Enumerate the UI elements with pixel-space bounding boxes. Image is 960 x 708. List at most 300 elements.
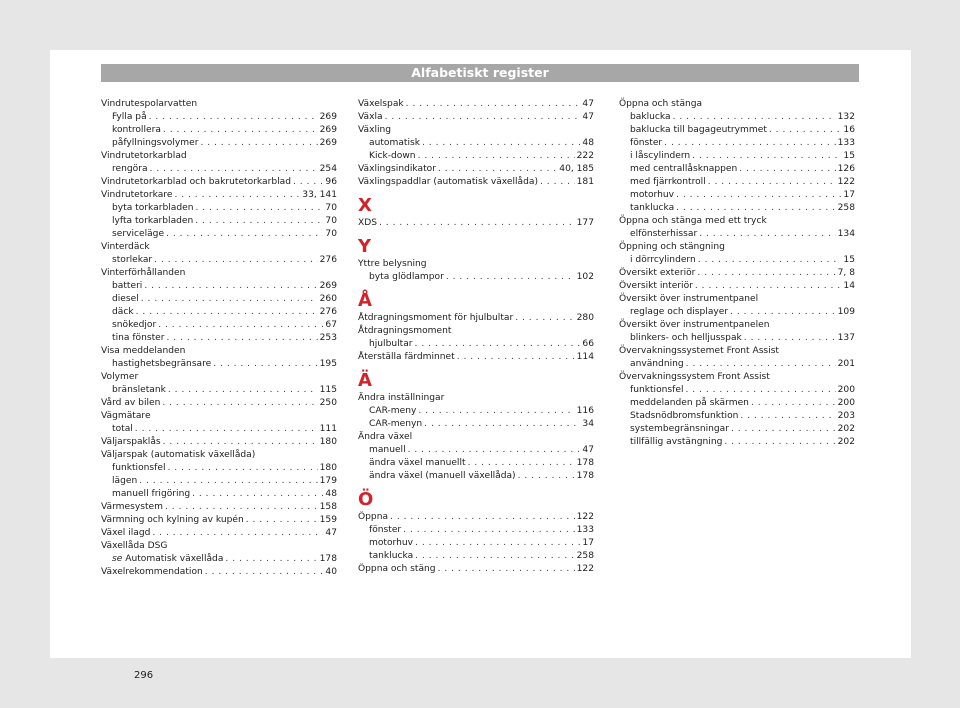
- index-entry-label: Öppna och stäng: [358, 564, 436, 574]
- page-reference: 276: [319, 307, 337, 317]
- see-target: Automatisk växellåda: [125, 554, 224, 564]
- page-reference: 133: [576, 525, 594, 535]
- index-heading: Väljarspak (automatisk växellåda): [101, 450, 256, 460]
- index-entry-label: Översikt interiör: [619, 281, 693, 291]
- index-heading: Åtdragningsmoment: [358, 326, 452, 336]
- index-entry: [619, 397, 855, 410]
- dot-leader: [446, 271, 575, 284]
- page-reference: 48: [325, 489, 337, 499]
- page-reference: 111: [319, 424, 337, 434]
- page-reference: 67: [325, 320, 337, 330]
- dot-leader: [205, 566, 324, 579]
- index-heading: Vinterförhållanden: [101, 268, 186, 278]
- index-entry-label: manuell: [369, 445, 406, 455]
- page-reference: 280: [576, 313, 594, 323]
- index-entry-label: tillfällig avstängning: [630, 437, 723, 447]
- page-reference: 158: [319, 502, 337, 512]
- index-entry: [101, 215, 337, 228]
- page-reference: 47: [582, 99, 594, 109]
- index-entry-label: Värmning och kylning av kupén: [101, 515, 244, 525]
- dot-leader: [163, 124, 318, 137]
- page-reference: 96: [325, 177, 337, 187]
- index-entry: [619, 176, 855, 189]
- index-entry: [101, 423, 337, 436]
- index-entry: [358, 563, 594, 576]
- page-reference: 202: [837, 424, 855, 434]
- index-entry-label: rengöra: [112, 164, 148, 174]
- index-entry-label: snökedjor: [112, 320, 157, 330]
- index-entry-label: elfönsterhissar: [630, 229, 698, 239]
- index-entry-label: Öppna: [358, 512, 389, 522]
- index-heading: Öppna och stänga med ett tryck: [619, 216, 767, 226]
- page-reference: 260: [319, 294, 337, 304]
- index-entry-label: med centrallåsknappen: [630, 164, 738, 174]
- dot-leader: [149, 111, 318, 124]
- dot-leader: [136, 306, 318, 319]
- page-reference: 15: [843, 255, 855, 265]
- index-entry: [358, 511, 594, 524]
- dot-leader: [708, 176, 836, 189]
- index-entry: [101, 176, 337, 189]
- index-entry: [101, 566, 337, 579]
- index-heading: Volymer: [101, 372, 139, 382]
- page-reference: 269: [319, 125, 337, 135]
- dot-leader: [144, 280, 317, 293]
- dot-leader: [699, 228, 835, 241]
- index-entry-label: Väljarspaklås: [101, 437, 161, 447]
- dot-leader: [695, 280, 842, 293]
- page-reference: 102: [576, 272, 594, 282]
- index-entry-label: fönster: [630, 138, 663, 148]
- index-entry: [101, 332, 337, 345]
- index-entry: [101, 111, 337, 124]
- index-entry-label: Vård av bilen: [101, 398, 161, 408]
- index-entry-label: Växelspak: [358, 99, 404, 109]
- dot-leader: [518, 470, 575, 483]
- index-heading: Yttre belysning: [358, 259, 427, 269]
- page-reference: 201: [837, 359, 855, 369]
- index-entry-label: Växelrekommendation: [101, 567, 203, 577]
- index-entry: [358, 312, 594, 325]
- index-entry: [358, 418, 594, 431]
- page-reference: 109: [837, 307, 855, 317]
- index-entry: [358, 405, 594, 418]
- dot-leader: [192, 488, 323, 501]
- dot-leader: [403, 524, 574, 537]
- index-entry-label: lyfta torkarbladen: [112, 216, 194, 226]
- dot-leader: [415, 338, 581, 351]
- index-entry: [619, 137, 855, 150]
- index-heading: Övervakningssystem Front Assist: [619, 372, 770, 382]
- dot-leader: [740, 410, 835, 423]
- index-entry-label: diesel: [112, 294, 139, 304]
- index-entry-label: med fjärrkontroll: [630, 177, 706, 187]
- page-reference: 116: [576, 406, 594, 416]
- index-entry: [101, 280, 337, 293]
- index-entry: [358, 470, 594, 483]
- index-column-2: [358, 98, 594, 576]
- index-entry-label: hjulbultar: [369, 339, 413, 349]
- index-entry: [358, 537, 594, 550]
- page-reference: 250: [319, 398, 337, 408]
- index-entry: [358, 271, 594, 284]
- dot-leader: [293, 176, 323, 189]
- index-entry: [101, 163, 337, 176]
- index-entry-label: däck: [112, 307, 134, 317]
- index-entry-label: Kick-down: [369, 151, 416, 161]
- dot-leader: [664, 137, 835, 150]
- dot-leader: [415, 537, 580, 550]
- index-entry-label: CAR-menyn: [369, 419, 423, 429]
- index-entry: [101, 254, 337, 267]
- index-entry: [101, 475, 337, 488]
- index-entry: [619, 254, 855, 267]
- dot-leader: [135, 423, 318, 436]
- index-entry-label: fönster: [369, 525, 402, 535]
- index-heading: Översikt över instrumentpanelen: [619, 320, 770, 330]
- dot-leader: [698, 254, 842, 267]
- dot-leader: [686, 358, 836, 371]
- page-reference: 177: [576, 218, 594, 228]
- dot-leader: [166, 228, 323, 241]
- page-reference: 181: [576, 177, 594, 187]
- index-entry: [358, 457, 594, 470]
- index-letter-heading: Ö: [358, 489, 374, 510]
- index-entry-label: storlekar: [112, 255, 153, 265]
- dot-leader: [424, 418, 580, 431]
- index-entry-label: påfyllningsvolymer: [112, 138, 199, 148]
- index-entry-label: blinkers- och helljusspak: [630, 333, 742, 343]
- index-entry-label: kontrollera: [112, 125, 161, 135]
- page-reference: 126: [837, 164, 855, 174]
- dot-leader: [154, 254, 317, 267]
- page-reference: 17: [582, 538, 594, 548]
- index-entry-label: manuell frigöring: [112, 489, 191, 499]
- index-entry: [101, 137, 337, 150]
- index-entry: [101, 189, 337, 202]
- index-entry: [101, 358, 337, 371]
- index-entry-label: byta torkarbladen: [112, 203, 194, 213]
- dot-leader: [769, 124, 842, 137]
- index-entry: [101, 501, 337, 514]
- dot-leader: [158, 319, 323, 332]
- index-entry-label: reglage och displayer: [630, 307, 729, 317]
- dot-leader: [167, 332, 318, 345]
- page-reference: 269: [319, 138, 337, 148]
- page-reference: 269: [319, 112, 337, 122]
- index-entry-label: motorhuv: [369, 538, 414, 548]
- dot-leader: [457, 351, 575, 364]
- dot-leader: [697, 267, 835, 280]
- index-entry-label: i dörrcylindern: [630, 255, 696, 265]
- index-entry: [101, 228, 337, 241]
- index-entry: [619, 410, 855, 423]
- page-reference: 70: [325, 216, 337, 226]
- dot-leader: [408, 444, 581, 457]
- page-reference: 66: [582, 339, 594, 349]
- index-entry: [619, 189, 855, 202]
- index-entry: [619, 436, 855, 449]
- index-entry: [101, 527, 337, 540]
- dot-leader: [676, 202, 836, 215]
- page-reference: 180: [319, 437, 337, 447]
- index-entry-label: bränsletank: [112, 385, 166, 395]
- dot-leader: [195, 215, 323, 228]
- index-heading: Ändra växel: [358, 432, 413, 442]
- index-entry-label: batteri: [112, 281, 143, 291]
- index-entry: [619, 111, 855, 124]
- index-entry-label: [112, 553, 223, 566]
- page-reference: 48: [582, 138, 594, 148]
- index-column-3: [619, 98, 855, 449]
- page-reference: 16: [843, 125, 855, 135]
- index-entry: [101, 319, 337, 332]
- dot-leader: [418, 405, 574, 418]
- page-reference: 47: [582, 112, 594, 122]
- dot-leader: [379, 217, 575, 230]
- dot-leader: [731, 423, 836, 436]
- index-entry: [358, 351, 594, 364]
- page-reference: 269: [319, 281, 337, 291]
- index-entry-label: funktionsfel: [112, 463, 166, 473]
- index-entry-label: CAR-meny: [369, 406, 417, 416]
- page-reference: 133: [837, 138, 855, 148]
- index-entry: [101, 124, 337, 137]
- index-heading: Öppna och stänga: [619, 99, 703, 109]
- page-reference: 253: [319, 333, 337, 343]
- index-entry: [358, 98, 594, 111]
- dot-leader: [730, 306, 836, 319]
- index-entry-label: ändra växel manuellt: [369, 458, 466, 468]
- dot-leader: [168, 384, 318, 397]
- dot-leader: [195, 202, 323, 215]
- page-reference: 15: [843, 151, 855, 161]
- page-reference: 179: [319, 476, 337, 486]
- page-header: Alfabetiskt register: [101, 64, 859, 82]
- page-reference: 34: [582, 419, 594, 429]
- index-heading: Vindrutetorkarblad: [101, 151, 187, 161]
- index-entry-label: lägen: [112, 476, 138, 486]
- index-entry-label: tina fönster: [112, 333, 165, 343]
- index-entry: [619, 124, 855, 137]
- index-heading: Öppning och stängning: [619, 242, 725, 252]
- see-reference: se: [112, 554, 123, 564]
- dot-leader: [751, 397, 836, 410]
- dot-leader: [225, 553, 317, 566]
- index-entry: [619, 202, 855, 215]
- dot-leader: [390, 511, 575, 524]
- index-entry-label: Stadsnödbromsfunktion: [630, 411, 739, 421]
- page-reference: 134: [837, 229, 855, 239]
- dot-leader: [406, 98, 581, 111]
- dot-leader: [515, 312, 574, 325]
- dot-leader: [438, 563, 575, 576]
- index-entry-label: XDS: [358, 218, 378, 228]
- index-entry: [101, 397, 337, 410]
- page-reference: 254: [319, 164, 337, 174]
- dot-leader: [152, 527, 323, 540]
- page-reference: 202: [837, 437, 855, 447]
- dot-leader: [174, 189, 300, 202]
- index-entry: [358, 137, 594, 150]
- index-entry-label: Åtdragningsmoment för hjulbultar: [358, 313, 514, 323]
- index-entry: [619, 384, 855, 397]
- dot-leader: [246, 514, 318, 527]
- index-entry-label: tanklucka: [630, 203, 675, 213]
- index-entry: [101, 462, 337, 475]
- index-entry-label: baklucka till bagageutrymmet: [630, 125, 767, 135]
- dot-leader: [744, 332, 836, 345]
- page-reference: 40, 185: [559, 164, 594, 174]
- index-letter-heading: Å: [358, 290, 372, 311]
- index-entry: [358, 111, 594, 124]
- page-reference: 178: [319, 554, 337, 564]
- index-entry-label: Vindrutetorkare: [101, 190, 173, 200]
- dot-leader: [676, 189, 841, 202]
- index-entry: [358, 163, 594, 176]
- dot-leader: [724, 436, 835, 449]
- page-reference: 222: [576, 151, 594, 161]
- index-entry-label: tanklucka: [369, 551, 414, 561]
- page-reference: 70: [325, 229, 337, 239]
- dot-leader: [692, 150, 841, 163]
- dot-leader: [167, 462, 317, 475]
- index-entry: [358, 444, 594, 457]
- page-reference: 17: [843, 190, 855, 200]
- index-heading: Vinterdäck: [101, 242, 150, 252]
- index-entry-label: Återställa färdminnet: [358, 352, 455, 362]
- index-entry-label: Växlingsindikator: [358, 164, 436, 174]
- index-entry-label: Fylla på: [112, 112, 147, 122]
- page-reference: 195: [319, 359, 337, 369]
- page-reference: 203: [837, 411, 855, 421]
- page-reference: 114: [576, 352, 594, 362]
- index-entry: [358, 217, 594, 230]
- index-entry-label: baklucka: [630, 112, 671, 122]
- page-reference: 258: [837, 203, 855, 213]
- dot-leader: [213, 358, 317, 371]
- dot-leader: [415, 550, 575, 563]
- index-entry-label: i låscylindern: [630, 151, 691, 161]
- page-reference: 276: [319, 255, 337, 265]
- index-entry: [101, 514, 337, 527]
- index-column-1: [101, 98, 337, 579]
- index-entry-label: automatisk: [369, 138, 420, 148]
- dot-leader: [162, 397, 317, 410]
- index-entry: [619, 228, 855, 241]
- index-entry-label: Översikt exteriör: [619, 268, 696, 278]
- page-number: 296: [134, 670, 154, 681]
- index-entry-label: byta glödlampor: [369, 272, 444, 282]
- index-heading: Övervakningssystemet Front Assist: [619, 346, 780, 356]
- index-entry-label: användning: [630, 359, 684, 369]
- index-entry-label: total: [112, 424, 133, 434]
- page-reference: 47: [325, 528, 337, 538]
- index-entry: [358, 550, 594, 563]
- index-heading: Visa meddelanden: [101, 346, 186, 356]
- index-entry-label: meddelanden på skärmen: [630, 398, 749, 408]
- page-reference: 33, 141: [302, 190, 337, 200]
- page-reference: 14: [843, 281, 855, 291]
- index-entry-label: systembegränsningar: [630, 424, 729, 434]
- page-reference: 178: [576, 458, 594, 468]
- page-reference: 40: [325, 567, 337, 577]
- index-entry: [619, 306, 855, 319]
- index-heading: Översikt över instrumentpanel: [619, 294, 759, 304]
- index-heading: Växellåda DSG: [101, 541, 168, 551]
- dot-leader: [165, 501, 318, 514]
- index-entry: [101, 202, 337, 215]
- page-reference: 180: [319, 463, 337, 473]
- page-reference: 200: [837, 385, 855, 395]
- index-entry: [619, 423, 855, 436]
- index-entry-label: serviceläge: [112, 229, 165, 239]
- dot-leader: [418, 150, 575, 163]
- page-reference: 7, 8: [837, 268, 855, 278]
- page-reference: 178: [576, 471, 594, 481]
- index-heading: Ändra inställningar: [358, 393, 445, 403]
- page-reference: 159: [319, 515, 337, 525]
- dot-leader: [141, 293, 318, 306]
- index-entry-label: Växla: [358, 112, 383, 122]
- index-entry: [358, 150, 594, 163]
- index-entry: [358, 176, 594, 189]
- index-entry-label: Värmesystem: [101, 502, 163, 512]
- page-reference: 137: [837, 333, 855, 343]
- index-entry: [101, 553, 337, 566]
- dot-leader: [739, 163, 835, 176]
- dot-leader: [685, 384, 835, 397]
- index-entry: [619, 150, 855, 163]
- page-reference: 200: [837, 398, 855, 408]
- index-letter-heading: X: [358, 195, 372, 216]
- page-reference: 122: [576, 564, 594, 574]
- index-entry: [101, 293, 337, 306]
- index-entry: [619, 332, 855, 345]
- page-reference: 122: [576, 512, 594, 522]
- index-letter-heading: Y: [358, 236, 372, 257]
- page-reference: 115: [319, 385, 337, 395]
- dot-leader: [200, 137, 317, 150]
- index-heading: Växling: [358, 125, 392, 135]
- index-entry: [619, 267, 855, 280]
- index-entry: [619, 163, 855, 176]
- index-entry-label: motorhuv: [630, 190, 675, 200]
- index-entry-label: Växel ilagd: [101, 528, 151, 538]
- dot-leader: [673, 111, 836, 124]
- page-reference: 122: [837, 177, 855, 187]
- dot-leader: [540, 176, 575, 189]
- index-entry-label: hastighetsbegränsare: [112, 359, 212, 369]
- index-entry: [101, 384, 337, 397]
- index-entry: [101, 436, 337, 449]
- index-entry: [619, 280, 855, 293]
- dot-leader: [139, 475, 317, 488]
- index-entry: [358, 338, 594, 351]
- dot-leader: [150, 163, 318, 176]
- index-entry-label: Vindrutetorkarblad och bakrutetorkarblad: [101, 177, 291, 187]
- dot-leader: [438, 163, 557, 176]
- index-heading: Vindrutespolarvatten: [101, 99, 198, 109]
- dot-leader: [422, 137, 580, 150]
- index-entry: [101, 488, 337, 501]
- page-reference: 47: [582, 445, 594, 455]
- page-reference: 70: [325, 203, 337, 213]
- manual-page: [50, 50, 911, 681]
- index-entry: [619, 358, 855, 371]
- dot-leader: [163, 436, 318, 449]
- dot-leader: [385, 111, 581, 124]
